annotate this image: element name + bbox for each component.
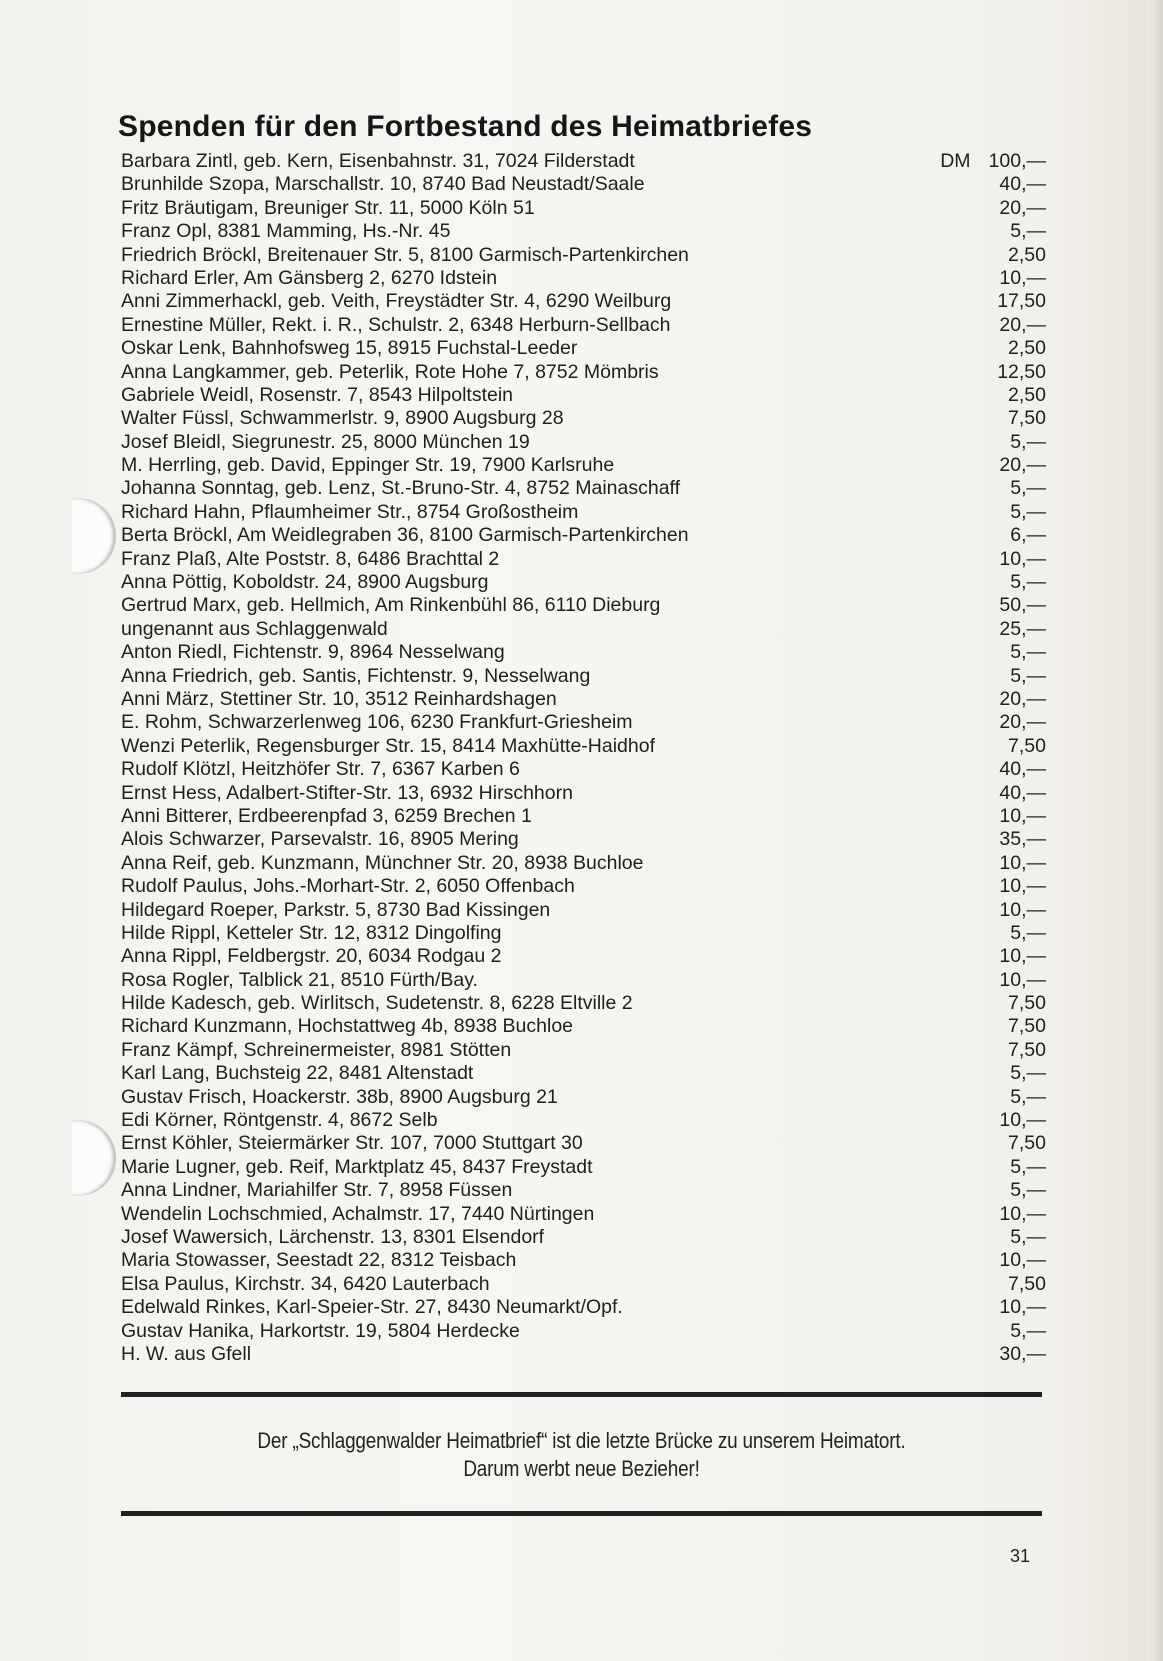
donation-row [121, 992, 1046, 1015]
donation-row [121, 875, 1046, 898]
donor-entry: Franz Plaß, Alte Poststr. 8, 6486 Brachttal 2 [121, 547, 500, 570]
donation-row [121, 1015, 1046, 1038]
amount-value: 5,— [1010, 1319, 1046, 1342]
donation-row [121, 782, 1046, 805]
donor-entry: Franz Kämpf, Schreinermeister, 8981 Stötten [121, 1038, 512, 1061]
donation-row [121, 618, 1046, 641]
amount-value: 7,50 [1008, 1038, 1046, 1061]
donation-amount [1008, 992, 1046, 1015]
donation-amount [999, 875, 1046, 898]
amount-value: 10,— [999, 875, 1046, 898]
donor-entry: Ernst Hess, Adalbert-Stifter-Str. 13, 6932 Hirschhorn [121, 781, 573, 804]
donation-amount [940, 150, 1046, 173]
donor-entry: Berta Bröckl, Am Weidlegraben 36, 8100 Garmisch-Partenkirchen [121, 524, 689, 547]
donation-row [121, 1062, 1046, 1085]
donor-entry: Gustav Frisch, Hoackerstr. 38b, 8900 Augsburg 21 [121, 1085, 558, 1108]
donation-amount [1010, 220, 1046, 243]
donor-entry: Wendelin Lochschmied, Achalmstr. 17, 7440 Nürtingen [121, 1202, 595, 1225]
donation-row [121, 1226, 1046, 1249]
donor-entry: Gabriele Weidl, Rosenstr. 7, 8543 Hilpoltstein [121, 383, 514, 406]
amount-value: 50,— [999, 594, 1046, 617]
donor-entry: Hilde Rippl, Ketteler Str. 12, 8312 Dingolfing [121, 921, 502, 944]
donation-row [121, 197, 1046, 220]
donation-amount [999, 805, 1046, 828]
amount-value: 10,— [999, 804, 1046, 827]
amount-value: 2,50 [1008, 243, 1046, 266]
amount-value: 17,50 [997, 290, 1046, 313]
donation-row [121, 665, 1046, 688]
amount-value: 7,50 [1008, 1015, 1046, 1038]
donation-amount [997, 361, 1046, 384]
amount-value: 20,— [999, 196, 1046, 219]
amount-value: 10,— [999, 1296, 1046, 1319]
donation-row [121, 1086, 1046, 1109]
amount-value: 100,— [988, 150, 1046, 172]
divider-top [121, 1392, 1042, 1397]
donation-row [121, 431, 1046, 454]
donor-entry: Marie Lugner, geb. Reif, Marktplatz 45, 8437 Freystadt [121, 1155, 593, 1178]
amount-value: 40,— [999, 781, 1046, 804]
binding-edge [1147, 0, 1163, 1661]
donation-row [121, 1273, 1046, 1296]
amount-value: 10,— [999, 851, 1046, 874]
donor-entry: Hildegard Roeper, Parkstr. 5, 8730 Bad Kissingen [121, 898, 551, 921]
amount-value: 5,— [1010, 500, 1046, 523]
amount-value: 7,50 [1008, 1272, 1046, 1295]
amount-value: 5,— [1010, 220, 1046, 243]
amount-value: 10,— [999, 1109, 1046, 1132]
donor-entry: Walter Füssl, Schwammerlstr. 9, 8900 Augsburg 28 [121, 407, 564, 430]
donation-row [121, 1296, 1046, 1319]
donation-amount [1010, 431, 1046, 454]
amount-value: 6,— [1010, 524, 1046, 547]
donor-entry: Rosa Rogler, Talblick 21, 8510 Fürth/Bay. [121, 968, 478, 991]
donation-amount [999, 594, 1046, 617]
amount-value: 30,— [999, 1342, 1046, 1365]
amount-value: 2,50 [1008, 383, 1046, 406]
divider-bottom [121, 1511, 1042, 1516]
donor-entry: Ernst Köhler, Steiermärker Str. 107, 7000 Stuttgart 30 [121, 1132, 583, 1155]
donation-amount [1008, 1039, 1046, 1062]
amount-value: 5,— [1010, 1062, 1046, 1085]
donor-entry: Rudolf Paulus, Johs.-Morhart-Str. 2, 6050 Offenbach [121, 875, 575, 898]
donation-row [121, 1039, 1046, 1062]
donation-amount [999, 1296, 1046, 1319]
punch-hole [72, 498, 116, 574]
donor-entry: Elsa Paulus, Kirchstr. 34, 6420 Lauterbach [121, 1272, 490, 1295]
donor-entry: Richard Erler, Am Gänsberg 2, 6270 Idstein [121, 266, 498, 289]
amount-value: 7,50 [1008, 1132, 1046, 1155]
donor-entry: Josef Bleidl, Siegrunestr. 25, 8000 München 19 [121, 430, 530, 453]
donation-row [121, 641, 1046, 664]
amount-value: 5,— [1010, 664, 1046, 687]
donation-row [121, 571, 1046, 594]
amount-value: 5,— [1010, 921, 1046, 944]
donor-entry: Ernestine Müller, Rekt. i. R., Schulstr. 2, 6348 Herburn-Sellbach [121, 313, 671, 336]
amount-value: 5,— [1010, 1085, 1046, 1108]
donor-entry: Rudolf Klötzl, Heitzhöfer Str. 7, 6367 Karben 6 [121, 758, 520, 781]
donation-amount [1010, 1179, 1046, 1202]
donation-row [121, 594, 1046, 617]
donation-row [121, 805, 1046, 828]
donor-entry: Anna Langkammer, geb. Peterlik, Rote Hohe 7, 8752 Mömbris [121, 360, 659, 383]
slogan-line-2: Darum werbt neue Bezieher! [463, 1456, 700, 1481]
donor-entry: Anna Friedrich, geb. Santis, Fichtenstr. 9, Nesselwang [121, 664, 591, 687]
donation-row [121, 267, 1046, 290]
donation-row [121, 290, 1046, 313]
amount-value: 12,50 [997, 360, 1046, 383]
donation-row [121, 477, 1046, 500]
donor-entry: Anni Zimmerhackl, geb. Veith, Freystädter Str. 4, 6290 Weilburg [121, 290, 672, 313]
donation-amount [1010, 1062, 1046, 1085]
donation-amount [1010, 665, 1046, 688]
donation-amount [999, 969, 1046, 992]
donation-row [121, 1343, 1046, 1366]
amount-value: 10,— [999, 266, 1046, 289]
amount-value: 7,50 [1008, 734, 1046, 757]
donation-amount [1008, 735, 1046, 758]
donor-entry: Richard Kunzmann, Hochstattweg 4b, 8938 Buchloe [121, 1015, 574, 1038]
donor-entry: Anna Pöttig, Koboldstr. 24, 8900 Augsburg [121, 571, 489, 594]
amount-value: 5,— [1010, 571, 1046, 594]
donation-row [121, 1179, 1046, 1202]
donation-amount [1008, 244, 1046, 267]
amount-value: 35,— [999, 828, 1046, 851]
donation-amount [999, 548, 1046, 571]
donation-amount [999, 782, 1046, 805]
donation-row [121, 1249, 1046, 1272]
donation-amount [1010, 1086, 1046, 1109]
donation-amount [1010, 1320, 1046, 1343]
donor-entry: Richard Hahn, Pflaumheimer Str., 8754 Großostheim [121, 500, 579, 523]
donation-amount [1008, 1273, 1046, 1296]
donation-amount [999, 945, 1046, 968]
donation-amount [999, 1249, 1046, 1272]
donor-entry: Karl Lang, Buchsteig 22, 8481 Altenstadt [121, 1062, 474, 1085]
donation-amount [1008, 1132, 1046, 1155]
donation-row [121, 711, 1046, 734]
donation-row [121, 1109, 1046, 1132]
donation-row [121, 501, 1046, 524]
donor-entry: Josef Wawersich, Lärchenstr. 13, 8301 Elsendorf [121, 1225, 545, 1248]
amount-value: 20,— [999, 687, 1046, 710]
donor-entry: Oskar Lenk, Bahnhofsweg 15, 8915 Fuchstal-Leeder [121, 337, 578, 360]
donor-entry: Franz Opl, 8381 Mamming, Hs.-Nr. 45 [121, 220, 451, 243]
page-title: Spenden für den Fortbestand des Heimatbriefes [118, 110, 813, 143]
donation-amount [1010, 1156, 1046, 1179]
donor-entry: Anni Bitterer, Erdbeerenpfad 3, 6259 Brechen 1 [121, 804, 532, 827]
amount-value: 10,— [999, 547, 1046, 570]
donation-row [121, 828, 1046, 851]
donor-entry: Anna Reif, geb. Kunzmann, Münchner Str. 20, 8938 Buchloe [121, 851, 644, 874]
donor-entry: E. Rohm, Schwarzerlenweg 106, 6230 Frankfurt-Griesheim [121, 711, 633, 734]
donation-row [121, 337, 1046, 360]
donor-entry: Gustav Hanika, Harkortstr. 19, 5804 Herdecke [121, 1319, 520, 1342]
donation-row [121, 1156, 1046, 1179]
donation-amount [1010, 641, 1046, 664]
donor-entry: Fritz Bräutigam, Breuniger Str. 11, 5000 Köln 51 [121, 196, 535, 219]
donation-amount [997, 290, 1046, 313]
donation-row [121, 524, 1046, 547]
donor-entry: Alois Schwarzer, Parsevalstr. 16, 8905 Mering [121, 828, 519, 851]
donation-amount [999, 1109, 1046, 1132]
slogan-line-1: Der „Schlaggenwalder Heimatbrief“ ist die letzte Brücke zu unserem Heimatort. [257, 1428, 906, 1453]
amount-value: 5,— [1010, 641, 1046, 664]
donation-row [121, 173, 1046, 196]
page-number: 31 [1010, 1546, 1031, 1566]
donor-entry: ungenannt aus Schlaggenwald [121, 617, 388, 640]
amount-value: 20,— [999, 711, 1046, 734]
donor-entry: Anton Riedl, Fichtenstr. 9, 8964 Nesselwang [121, 641, 505, 664]
donation-amount [1010, 524, 1046, 547]
donation-row [121, 150, 1046, 173]
currency-label: DM [940, 150, 971, 172]
donation-amount [999, 688, 1046, 711]
donor-entry: M. Herrling, geb. David, Eppinger Str. 19, 7900 Karlsruhe [121, 454, 615, 477]
donation-amount [999, 758, 1046, 781]
donation-amount [1010, 1226, 1046, 1249]
donation-amount [1010, 571, 1046, 594]
donation-row [121, 922, 1046, 945]
amount-value: 7,50 [1008, 407, 1046, 430]
amount-value: 5,— [1010, 430, 1046, 453]
donation-row [121, 758, 1046, 781]
donation-row [121, 314, 1046, 337]
donation-amount [1010, 501, 1046, 524]
donation-row [121, 969, 1046, 992]
amount-value: 5,— [1010, 1179, 1046, 1202]
donation-amount [999, 1203, 1046, 1226]
amount-value: 5,— [1010, 477, 1046, 500]
amount-value: 10,— [999, 898, 1046, 921]
donor-entry: Edelwald Rinkes, Karl-Speier-Str. 27, 8430 Neumarkt/Opf. [121, 1296, 623, 1319]
donor-entry: Gertrud Marx, geb. Hellmich, Am Rinkenbühl 86, 6110 Dieburg [121, 594, 661, 617]
donor-entry: Edi Körner, Röntgenstr. 4, 8672 Selb [121, 1109, 438, 1132]
donation-amount [1008, 337, 1046, 360]
donation-row [121, 735, 1046, 758]
amount-value: 20,— [999, 313, 1046, 336]
donor-entry: Johanna Sonntag, geb. Lenz, St.-Bruno-Str. 4, 8752 Mainaschaff [121, 477, 681, 500]
donor-entry: Brunhilde Szopa, Marschallstr. 10, 8740 Bad Neustadt/Saale [121, 173, 645, 196]
amount-value: 5,— [1010, 1225, 1046, 1248]
donation-amount [999, 267, 1046, 290]
donation-amount [999, 1343, 1046, 1366]
amount-value: 25,— [999, 617, 1046, 640]
amount-value: 10,— [999, 1202, 1046, 1225]
donor-entry: Barbara Zintl, geb. Kern, Eisenbahnstr. 31, 7024 Filderstadt [121, 150, 635, 172]
donation-amount [1008, 384, 1046, 407]
donor-entry: Anna Rippl, Feldbergstr. 20, 6034 Rodgau 2 [121, 945, 502, 968]
donation-amount [1008, 407, 1046, 430]
donation-amount [999, 618, 1046, 641]
donation-row [121, 899, 1046, 922]
amount-value: 10,— [999, 1249, 1046, 1272]
donation-row [121, 454, 1046, 477]
amount-value: 7,50 [1008, 992, 1046, 1015]
punch-hole [72, 1120, 116, 1196]
amount-value: 10,— [999, 968, 1046, 991]
donor-entry: Anni März, Stettiner Str. 10, 3512 Reinhardshagen [121, 687, 557, 710]
donation-row [121, 407, 1046, 430]
donation-amount [999, 852, 1046, 875]
amount-value: 40,— [999, 173, 1046, 196]
donation-list [121, 150, 1046, 1366]
amount-value: 5,— [1010, 1155, 1046, 1178]
donation-amount [1008, 1015, 1046, 1038]
donation-row [121, 1203, 1046, 1226]
donation-amount [999, 454, 1046, 477]
donation-amount [999, 899, 1046, 922]
donor-entry: H. W. aus Gfell [121, 1342, 252, 1365]
donation-amount [999, 711, 1046, 734]
donation-row [121, 244, 1046, 267]
donation-row [121, 361, 1046, 384]
donation-amount [999, 828, 1046, 851]
donor-entry: Wenzi Peterlik, Regensburger Str. 15, 8414 Maxhütte-Haidhof [121, 734, 656, 757]
amount-value: 40,— [999, 758, 1046, 781]
donor-entry: Friedrich Bröckl, Breitenauer Str. 5, 8100 Garmisch-Partenkirchen [121, 243, 689, 266]
donation-amount [999, 173, 1046, 196]
donation-row [121, 688, 1046, 711]
donation-amount [1010, 477, 1046, 500]
donation-amount [999, 197, 1046, 220]
amount-value: 20,— [999, 454, 1046, 477]
donation-row [121, 945, 1046, 968]
amount-value: 10,— [999, 945, 1046, 968]
donation-amount [1010, 922, 1046, 945]
donor-entry: Maria Stowasser, Seestadt 22, 8312 Teisbach [121, 1249, 517, 1272]
donation-row [121, 1320, 1046, 1343]
donation-row [121, 1132, 1046, 1155]
amount-value: 2,50 [1008, 337, 1046, 360]
donation-row [121, 548, 1046, 571]
donation-amount [999, 314, 1046, 337]
donor-entry: Anna Lindner, Mariahilfer Str. 7, 8958 Füssen [121, 1179, 513, 1202]
donation-row [121, 220, 1046, 243]
donor-entry: Hilde Kadesch, geb. Wirlitsch, Sudetenstr. 8, 6228 Eltville 2 [121, 992, 633, 1015]
donation-row [121, 852, 1046, 875]
donation-row [121, 384, 1046, 407]
